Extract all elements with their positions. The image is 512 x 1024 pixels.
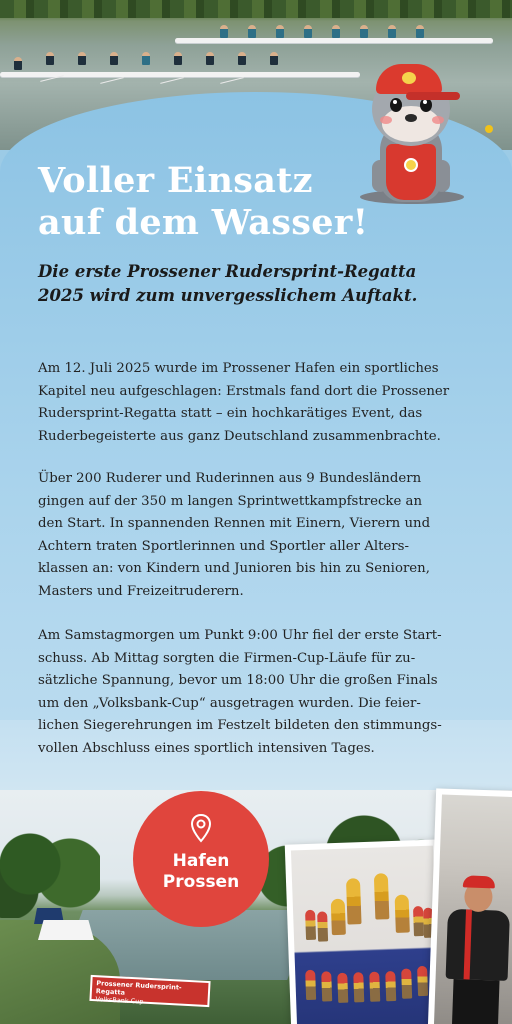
paragraph-line: Kapitel neu aufgeschlagen: Erstmals fand dort die Prossener bbox=[38, 383, 450, 399]
page-title bbox=[38, 160, 418, 244]
trophy-small bbox=[385, 971, 396, 1001]
rower bbox=[78, 52, 86, 65]
paragraph-line: Über 200 Ruderer und Ruderinnen aus 9 Bundesländern bbox=[38, 471, 422, 486]
trophy-small bbox=[417, 966, 428, 996]
rower bbox=[416, 25, 424, 38]
paragraph-line: lichen Siegerehrungen im Festzelt bildeten den stimmungs- bbox=[38, 718, 442, 734]
rower bbox=[46, 52, 54, 65]
paragraph-line: sätzliche Spannung, bevor um 18:00 Uhr die großen Finals bbox=[38, 673, 438, 689]
mascot-cap-logo bbox=[402, 72, 416, 84]
trophy-small bbox=[337, 973, 348, 1003]
rower bbox=[248, 25, 256, 38]
rower bbox=[206, 52, 214, 65]
trophy bbox=[395, 894, 410, 932]
mascot-cap-brim bbox=[406, 92, 460, 100]
speaker-torso bbox=[446, 909, 510, 981]
speaker-image bbox=[434, 795, 512, 1024]
buoy bbox=[485, 125, 493, 133]
mascot-eye-left bbox=[390, 98, 402, 112]
oar bbox=[220, 77, 244, 84]
location-line-1: Hafen bbox=[172, 851, 230, 871]
rower bbox=[388, 25, 396, 38]
location-badge bbox=[133, 791, 269, 927]
trophy bbox=[346, 878, 362, 924]
rower bbox=[110, 52, 118, 65]
mascot-nose bbox=[405, 114, 417, 122]
location-line-2: Prossen bbox=[162, 872, 240, 892]
mascot-cheek-right bbox=[432, 116, 444, 124]
rower bbox=[332, 25, 340, 38]
subtitle-line-1: Die erste Prossener Rudersprint-Regatta bbox=[38, 262, 417, 281]
banner-title: Prossener Rudersprint-Regatta bbox=[95, 979, 182, 997]
paragraph-line: den Start. In spannenden Rennen mit Einern, Vierern und bbox=[38, 516, 431, 532]
oar bbox=[100, 77, 124, 84]
trophy-small bbox=[305, 910, 316, 940]
oar bbox=[160, 77, 184, 84]
paragraph-line: Achtern traten Sportlerinnen und Sportler aller Alters- bbox=[38, 538, 409, 554]
rower bbox=[276, 25, 284, 38]
paragraph-line: schuss. Ab Mittag sorgten die Firmen-Cup-Läufe für zu- bbox=[38, 650, 416, 666]
trophies-image bbox=[291, 846, 439, 1024]
article-paragraph-2 bbox=[38, 468, 478, 604]
paragraph-line: vollen Abschluss eines sportlich intensiven Tages. bbox=[38, 740, 375, 756]
banner-sponsor: VolksBank Cup bbox=[95, 995, 144, 1006]
trophy bbox=[374, 873, 390, 919]
rower bbox=[238, 52, 246, 65]
regatta-banner bbox=[89, 975, 210, 1007]
trophy-small bbox=[305, 970, 316, 1000]
mascot-flipper-right bbox=[434, 160, 450, 192]
speaker-legs bbox=[451, 979, 499, 1024]
article-paragraph-3 bbox=[38, 625, 478, 761]
trophy-small bbox=[401, 968, 412, 998]
trophy bbox=[331, 899, 346, 935]
rower bbox=[220, 25, 228, 38]
paragraph-line: um den „Volksbank-Cup“ ausgetragen wurden. Die feier- bbox=[38, 695, 421, 711]
trophy-small bbox=[353, 972, 364, 1002]
rower bbox=[360, 25, 368, 38]
paragraph-line: Rudersprint-Regatta statt – ein hochkarätiges Event, das bbox=[38, 406, 423, 422]
trophy-small bbox=[369, 972, 380, 1002]
paragraph-line: klassen an: von Kindern und Junioren bis hin zu Senioren, bbox=[38, 561, 430, 577]
mascot-eye-right bbox=[420, 98, 432, 112]
paragraph-line: Masters und Freizeitruderern. bbox=[38, 583, 244, 599]
tent-white bbox=[38, 920, 94, 940]
page-title-line-1: Voller Einsatz bbox=[38, 160, 313, 201]
trophies-photo bbox=[285, 839, 446, 1024]
rower bbox=[142, 52, 150, 65]
speaker-photo bbox=[428, 788, 512, 1024]
trees-left bbox=[0, 828, 100, 918]
rower bbox=[304, 25, 312, 38]
rower bbox=[14, 57, 22, 70]
page-title-line-2: auf dem Wasser! bbox=[38, 202, 369, 243]
subtitle bbox=[38, 260, 478, 308]
mascot-cap bbox=[376, 64, 442, 94]
trophy-small bbox=[321, 971, 332, 1001]
rower bbox=[174, 52, 182, 65]
rower bbox=[270, 52, 278, 65]
subtitle-line-2: 2025 wird zum unvergesslichem Auftakt. bbox=[38, 286, 418, 305]
rowing-boat-back bbox=[175, 38, 493, 43]
mascot-face bbox=[382, 106, 440, 142]
paragraph-line: Ruderbegeisterte aus ganz Deutschland zusammenbrachte. bbox=[38, 428, 441, 444]
mascot-cheek-left bbox=[380, 116, 392, 124]
trophy-small bbox=[317, 911, 328, 941]
speaker-cap bbox=[463, 875, 495, 888]
paragraph-line: Am 12. Juli 2025 wurde im Prossener Hafen ein sportliches bbox=[38, 361, 439, 376]
paragraph-line: Am Samstagmorgen um Punkt 9:00 Uhr fiel der erste Start- bbox=[38, 628, 442, 643]
paragraph-line: gingen auf der 350 m langen Sprintwettkampfstrecke an bbox=[38, 493, 423, 509]
article-paragraph-1 bbox=[38, 358, 478, 448]
map-pin-icon bbox=[189, 813, 213, 843]
treeline bbox=[0, 0, 512, 18]
